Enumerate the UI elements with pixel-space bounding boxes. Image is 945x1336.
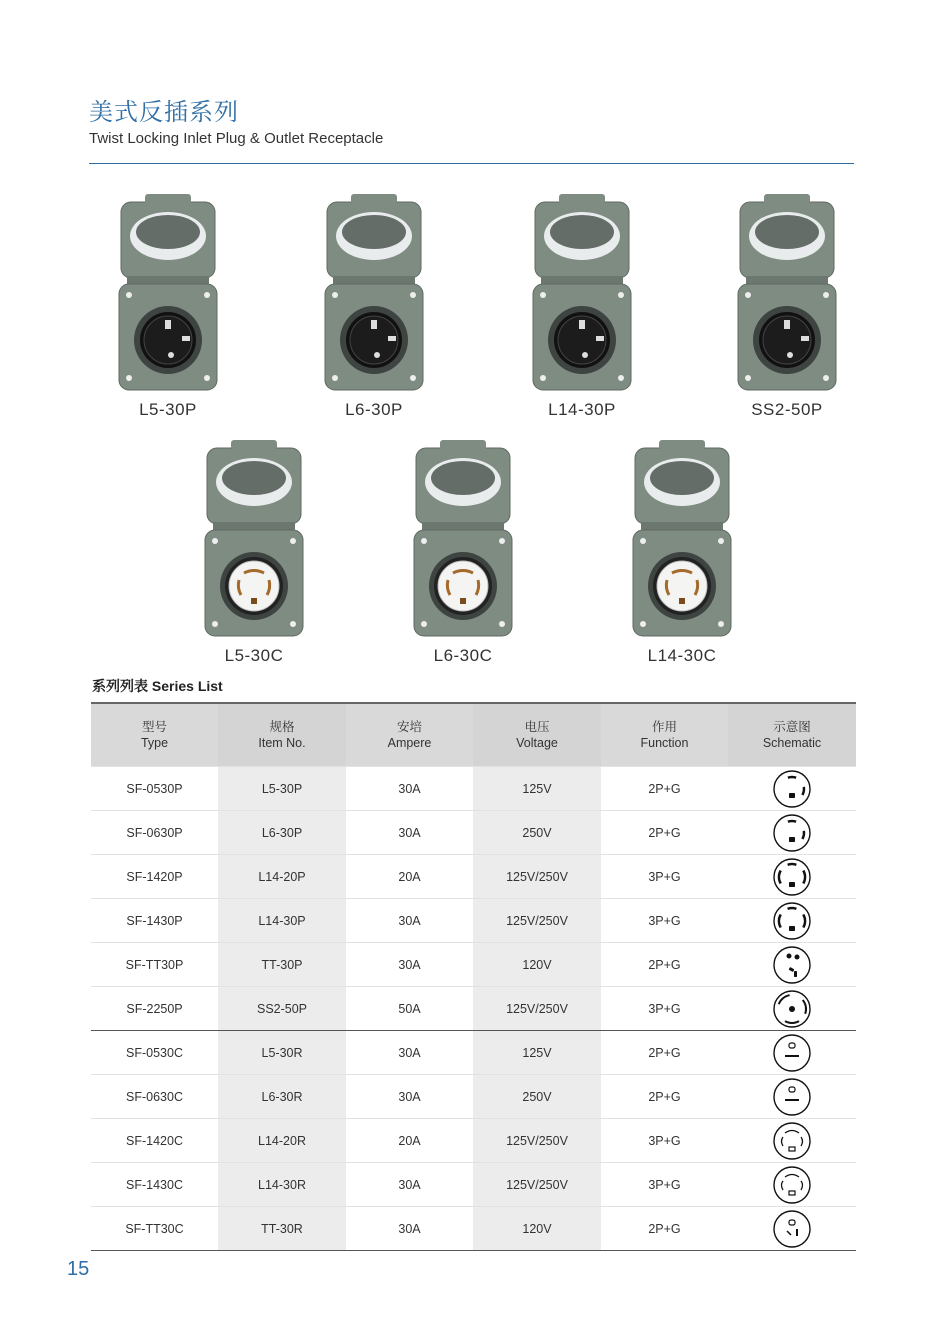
table-row <box>91 1075 856 1119</box>
page-title-cn: 美式反插系列 <box>89 98 239 126</box>
schematic-icon <box>728 811 856 855</box>
schematic-icon <box>728 855 856 899</box>
table-row <box>91 899 856 943</box>
table-row <box>91 767 856 811</box>
cell-item: L6-30P <box>218 811 346 855</box>
product-l14-30c <box>617 438 747 666</box>
cell-item: L14-30R <box>218 1163 346 1207</box>
cell-voltage: 125V/250V <box>473 1119 601 1163</box>
cell-voltage: 120V <box>473 1207 601 1251</box>
table-row <box>91 943 856 987</box>
cell-voltage: 125V <box>473 767 601 811</box>
product-l5-30p <box>103 192 233 420</box>
schematic-icon <box>728 1163 856 1207</box>
table-row <box>91 1163 856 1207</box>
cell-voltage: 125V/250V <box>473 1163 601 1207</box>
cell-voltage: 125V/250V <box>473 899 601 943</box>
cell-voltage: 125V <box>473 1031 601 1075</box>
schematic-icon <box>728 1075 856 1119</box>
schematic-icon <box>728 987 856 1031</box>
cell-ampere: 20A <box>346 1119 473 1163</box>
page-title-en: Twist Locking Inlet Plug & Outlet Receptacle <box>89 130 384 147</box>
cell-type: SF-0530C <box>91 1031 218 1075</box>
cell-ampere: 30A <box>346 767 473 811</box>
product-l6-30c <box>398 438 528 666</box>
cell-item: L14-30P <box>218 899 346 943</box>
cell-type: SF-TT30C <box>91 1207 218 1251</box>
cell-type: SF-0630P <box>91 811 218 855</box>
product-label: L5-30C <box>224 646 284 665</box>
col-header-function: 作用 Function <box>601 703 728 767</box>
title-divider <box>89 163 854 164</box>
cell-ampere: 50A <box>346 987 473 1031</box>
cell-item: TT-30P <box>218 943 346 987</box>
table-row <box>91 987 856 1031</box>
cell-function: 3P+G <box>601 1119 728 1163</box>
product-label: L14-30P <box>548 400 616 419</box>
series-table <box>91 702 856 1251</box>
cell-ampere: 30A <box>346 1075 473 1119</box>
cell-item: L5-30P <box>218 767 346 811</box>
product-label: SS2-50P <box>751 400 823 419</box>
cell-type: SF-TT30P <box>91 943 218 987</box>
col-header-type: 型号 Type <box>91 703 218 767</box>
cell-ampere: 30A <box>346 899 473 943</box>
cell-function: 2P+G <box>601 1031 728 1075</box>
cell-voltage: 125V/250V <box>473 987 601 1031</box>
cell-type: SF-1420C <box>91 1119 218 1163</box>
schematic-icon <box>728 943 856 987</box>
schematic-icon <box>728 899 856 943</box>
col-header-schematic: 示意图 Schematic <box>728 703 856 767</box>
table-row <box>91 811 856 855</box>
col-header-ampere: 安培 Ampere <box>346 703 473 767</box>
cell-function: 2P+G <box>601 811 728 855</box>
product-l5-30c <box>189 438 319 666</box>
page-number: 15 <box>67 1258 90 1280</box>
cell-type: SF-2250P <box>91 987 218 1031</box>
product-l14-30p <box>517 192 647 420</box>
table-row <box>91 1207 856 1251</box>
cell-function: 2P+G <box>601 943 728 987</box>
cell-item: L14-20R <box>218 1119 346 1163</box>
cell-voltage: 125V/250V <box>473 855 601 899</box>
cell-function: 2P+G <box>601 1075 728 1119</box>
cell-item: L6-30R <box>218 1075 346 1119</box>
cell-item: TT-30R <box>218 1207 346 1251</box>
cell-ampere: 30A <box>346 1207 473 1251</box>
schematic-icon <box>728 1207 856 1251</box>
schematic-icon <box>728 1119 856 1163</box>
product-label: L14-30C <box>647 646 717 665</box>
schematic-icon <box>728 767 856 811</box>
cell-ampere: 30A <box>346 943 473 987</box>
cell-function: 3P+G <box>601 855 728 899</box>
cell-function: 3P+G <box>601 899 728 943</box>
cell-ampere: 30A <box>346 811 473 855</box>
series-list-title: 系列列表 Series List <box>92 678 223 694</box>
col-header-voltage: 电压 Voltage <box>473 703 601 767</box>
cell-type: SF-0630C <box>91 1075 218 1119</box>
cell-voltage: 120V <box>473 943 601 987</box>
table-header-row <box>91 703 856 767</box>
table-row <box>91 1119 856 1163</box>
product-label: L6-30C <box>433 646 493 665</box>
cell-ampere: 30A <box>346 1031 473 1075</box>
product-label: L5-30P <box>139 400 197 419</box>
col-header-item: 规格 Item No. <box>218 703 346 767</box>
cell-function: 3P+G <box>601 1163 728 1207</box>
product-label: L6-30P <box>345 400 403 419</box>
cell-type: SF-0530P <box>91 767 218 811</box>
cell-ampere: 20A <box>346 855 473 899</box>
cell-ampere: 30A <box>346 1163 473 1207</box>
cell-type: SF-1430C <box>91 1163 218 1207</box>
cell-function: 2P+G <box>601 767 728 811</box>
cell-type: SF-1420P <box>91 855 218 899</box>
table-row <box>91 855 856 899</box>
cell-voltage: 250V <box>473 1075 601 1119</box>
cell-item: SS2-50P <box>218 987 346 1031</box>
cell-item: L5-30R <box>218 1031 346 1075</box>
product-ss2-50p <box>722 192 852 420</box>
table-row <box>91 1031 856 1075</box>
cell-item: L14-20P <box>218 855 346 899</box>
schematic-icon <box>728 1031 856 1075</box>
product-l6-30p <box>309 192 439 420</box>
cell-function: 2P+G <box>601 1207 728 1251</box>
cell-type: SF-1430P <box>91 899 218 943</box>
cell-function: 3P+G <box>601 987 728 1031</box>
cell-voltage: 250V <box>473 811 601 855</box>
